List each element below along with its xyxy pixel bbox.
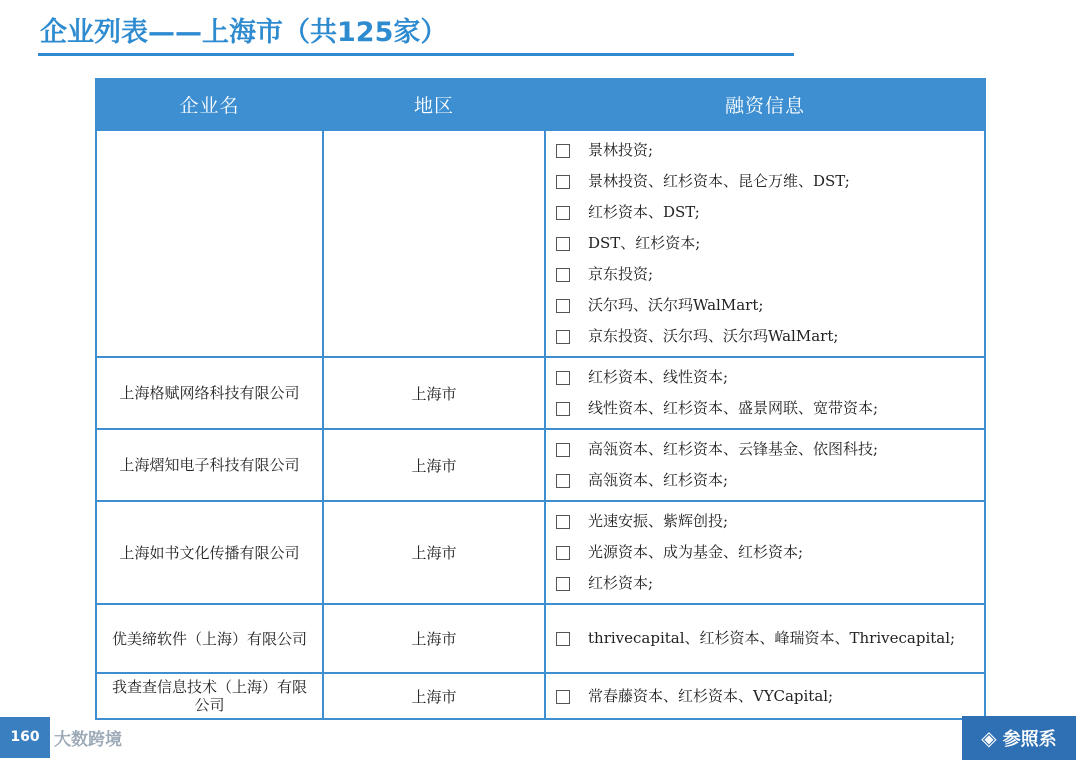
funding-item: 沃尔玛、沃尔玛WalMart; — [552, 290, 976, 321]
checkbox[interactable] — [556, 546, 570, 560]
footer-brand-left — [0, 722, 122, 752]
checkbox[interactable] — [556, 443, 570, 457]
region-cell: 上海市 — [323, 429, 545, 501]
funding-item: 景林投资; — [552, 135, 976, 166]
region-cell: 上海市 — [323, 604, 545, 673]
funding-item: 高瓴资本、红杉资本; — [552, 465, 976, 496]
funding-item: 京东投资、沃尔玛、沃尔玛WalMart; — [552, 321, 976, 352]
header-region: 地区 — [323, 79, 545, 130]
checkbox[interactable] — [556, 402, 570, 416]
table-header-row — [96, 79, 985, 130]
checkbox[interactable] — [556, 371, 570, 385]
funding-item: DST、红杉资本; — [552, 228, 976, 259]
title-underline — [38, 53, 794, 56]
company-cell: 上海如书文化传播有限公司 — [96, 501, 323, 604]
checkbox[interactable] — [556, 268, 570, 282]
funding-item: 景林投资、红杉资本、昆仑万维、DST; — [552, 166, 976, 197]
funding-item: 红杉资本、DST; — [552, 197, 976, 228]
header-company: 企业名 — [96, 79, 323, 130]
funding-item: 京东投资; — [552, 259, 976, 290]
region-cell — [323, 130, 545, 357]
checkbox[interactable] — [556, 206, 570, 220]
funding-item: 光速安振、紫辉创投; — [552, 506, 976, 537]
funding-item: 红杉资本; — [552, 568, 976, 599]
funding-item: 光源资本、成为基金、红杉资本; — [552, 537, 976, 568]
company-table — [95, 78, 986, 720]
table-row — [96, 501, 985, 604]
company-cell: 上海格赋网络科技有限公司 — [96, 357, 323, 429]
brand-name: 大数跨境 — [54, 729, 122, 750]
checkbox[interactable] — [556, 690, 570, 704]
checkbox[interactable] — [556, 515, 570, 529]
region-cell: 上海市 — [323, 501, 545, 604]
funding-item: 线性资本、红杉资本、盛景网联、宽带资本; — [552, 393, 976, 424]
funding-item: 常春藤资本、红杉资本、VYCapital; — [552, 681, 976, 712]
company-cell — [96, 130, 323, 357]
funding-cell — [545, 604, 985, 673]
checkbox[interactable] — [556, 474, 570, 488]
funding-cell — [545, 501, 985, 604]
funding-cell — [545, 429, 985, 501]
table-row — [96, 429, 985, 501]
funding-cell — [545, 357, 985, 429]
funding-cell — [545, 673, 985, 719]
company-cell: 上海熠知电子科技有限公司 — [96, 429, 323, 501]
funding-cell — [545, 130, 985, 357]
checkbox[interactable] — [556, 330, 570, 344]
table-row — [96, 357, 985, 429]
table-row — [96, 673, 985, 719]
footer-brand-right — [962, 716, 1076, 760]
checkbox[interactable] — [556, 632, 570, 646]
brand-logo: 160 — [0, 717, 50, 758]
page-title: 企业列表——上海市（共125家） — [40, 17, 448, 48]
checkbox[interactable] — [556, 237, 570, 251]
header-funding: 融资信息 — [545, 79, 985, 130]
funding-item: 红杉资本、线性资本; — [552, 362, 976, 393]
table-row — [96, 130, 985, 357]
brand-name-right: 参照系 — [1002, 729, 1057, 750]
checkbox[interactable] — [556, 577, 570, 591]
region-cell: 上海市 — [323, 673, 545, 719]
checkbox[interactable] — [556, 299, 570, 313]
funding-item: 高瓴资本、红杉资本、云锋基金、依图科技; — [552, 434, 976, 465]
company-cell: 我查查信息技术（上海）有限公司 — [96, 673, 323, 719]
brand-mark-icon: ◈ — [981, 726, 997, 750]
funding-item: thrivecapital、红杉资本、峰瑞资本、Thrivecapital; — [552, 623, 976, 654]
checkbox[interactable] — [556, 175, 570, 189]
region-cell: 上海市 — [323, 357, 545, 429]
checkbox[interactable] — [556, 144, 570, 158]
company-cell: 优美缔软件（上海）有限公司 — [96, 604, 323, 673]
table-row — [96, 604, 985, 673]
